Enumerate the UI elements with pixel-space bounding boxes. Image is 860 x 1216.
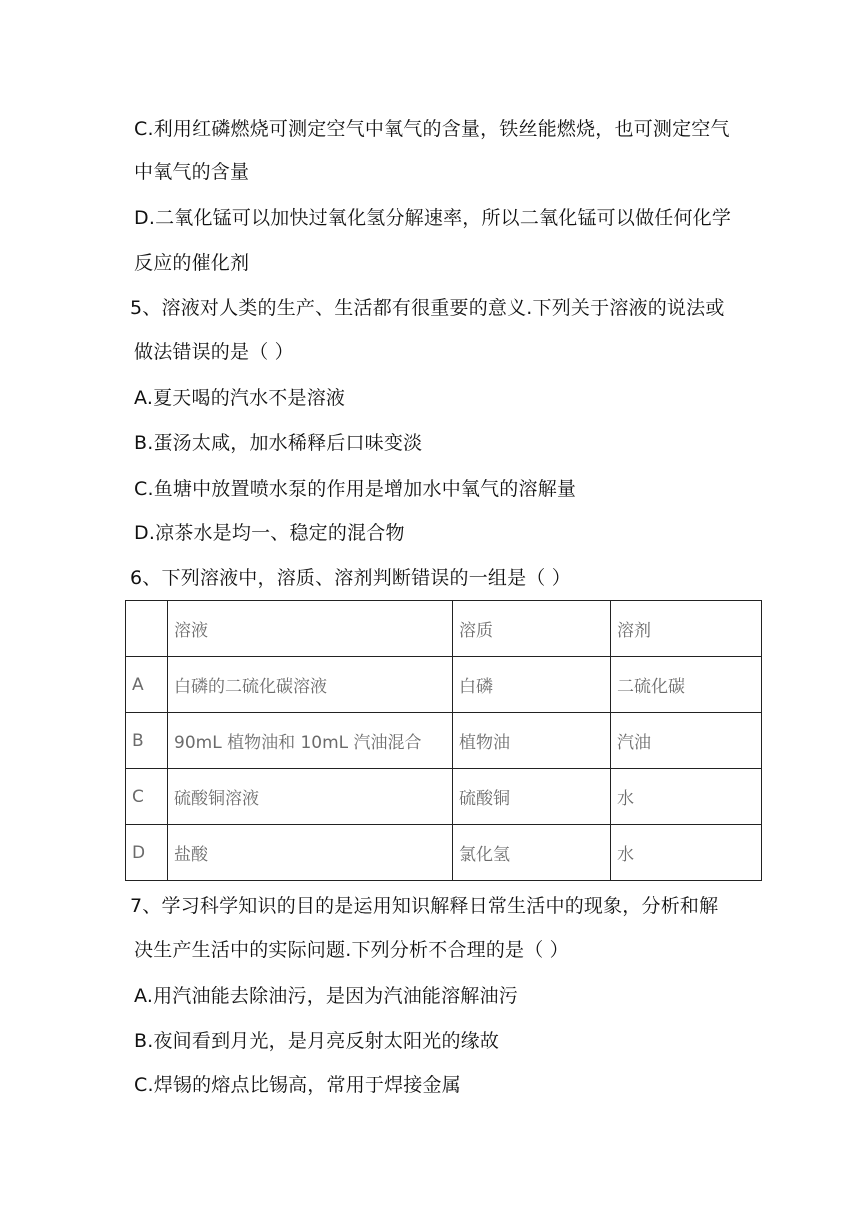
table-cell: 汽油 [611,713,762,769]
question-6-table [125,600,762,881]
question-5-line1: 5、溶液对人类的生产、生活都有很重要的意义.下列关于溶液的说法或 [130,297,725,319]
option-4c-line1: C.利用红磷燃烧可测定空气中氧气的含量，铁丝能燃烧，也可测定空气 [134,118,730,140]
table-cell: 水 [611,769,762,825]
option-5a: A.夏天喝的汽水不是溶液 [134,387,346,409]
table-cell: C [126,769,168,825]
option-7b: B.夜间看到月光，是月亮反射太阳光的缘故 [134,1030,500,1052]
option-7a: A.用汽油能去除油污，是因为汽油能溶解油污 [134,985,518,1007]
table-row [126,657,762,713]
question-7-line2: 决生产生活中的实际问题.下列分析不合理的是（ ） [134,939,569,961]
table-cell: 氯化氢 [453,825,611,881]
table-cell: 白磷的二硫化碳溶液 [168,657,453,713]
table-cell: D [126,825,168,881]
table-header-solution: 溶液 [168,601,453,657]
table-cell [126,601,168,657]
table-cell: 水 [611,825,762,881]
option-5b: B.蛋汤太咸，加水稀释后口味变淡 [134,432,423,454]
table-header-solute: 溶质 [453,601,611,657]
question-7-line1: 7、学习科学知识的目的是运用知识解释日常生活中的现象，分析和解 [130,895,719,917]
table-cell: 二硫化碳 [611,657,762,713]
table-cell: 盐酸 [168,825,453,881]
option-7c: C.焊锡的熔点比锡高，常用于焊接金属 [134,1074,461,1096]
table-cell: 硫酸铜溶液 [168,769,453,825]
option-4d-line2: 反应的催化剂 [134,252,250,274]
option-5d: D.凉茶水是均一、稳定的混合物 [134,522,405,544]
table-cell: 植物油 [453,713,611,769]
table-header-row [126,601,762,657]
question-5-line2: 做法错误的是（ ） [134,341,294,363]
table-header-solvent: 溶剂 [611,601,762,657]
table-cell: A [126,657,168,713]
option-4d-line1: D.二氧化锰可以加快过氧化氢分解速率，所以二氧化锰可以做任何化学 [134,207,732,229]
table-cell: 90mL 植物油和 10mL 汽油混合 [168,713,453,769]
table-cell: B [126,713,168,769]
table-cell: 硫酸铜 [453,769,611,825]
option-5c: C.鱼塘中放置喷水泵的作用是增加水中氧气的溶解量 [134,478,577,500]
table-cell: 白磷 [453,657,611,713]
table-row [126,769,762,825]
table-row [126,713,762,769]
question-6: 6、下列溶液中，溶质、溶剂判断错误的一组是（ ） [130,567,571,589]
option-4c-line2: 中氧气的含量 [134,161,250,183]
table-row [126,825,762,881]
